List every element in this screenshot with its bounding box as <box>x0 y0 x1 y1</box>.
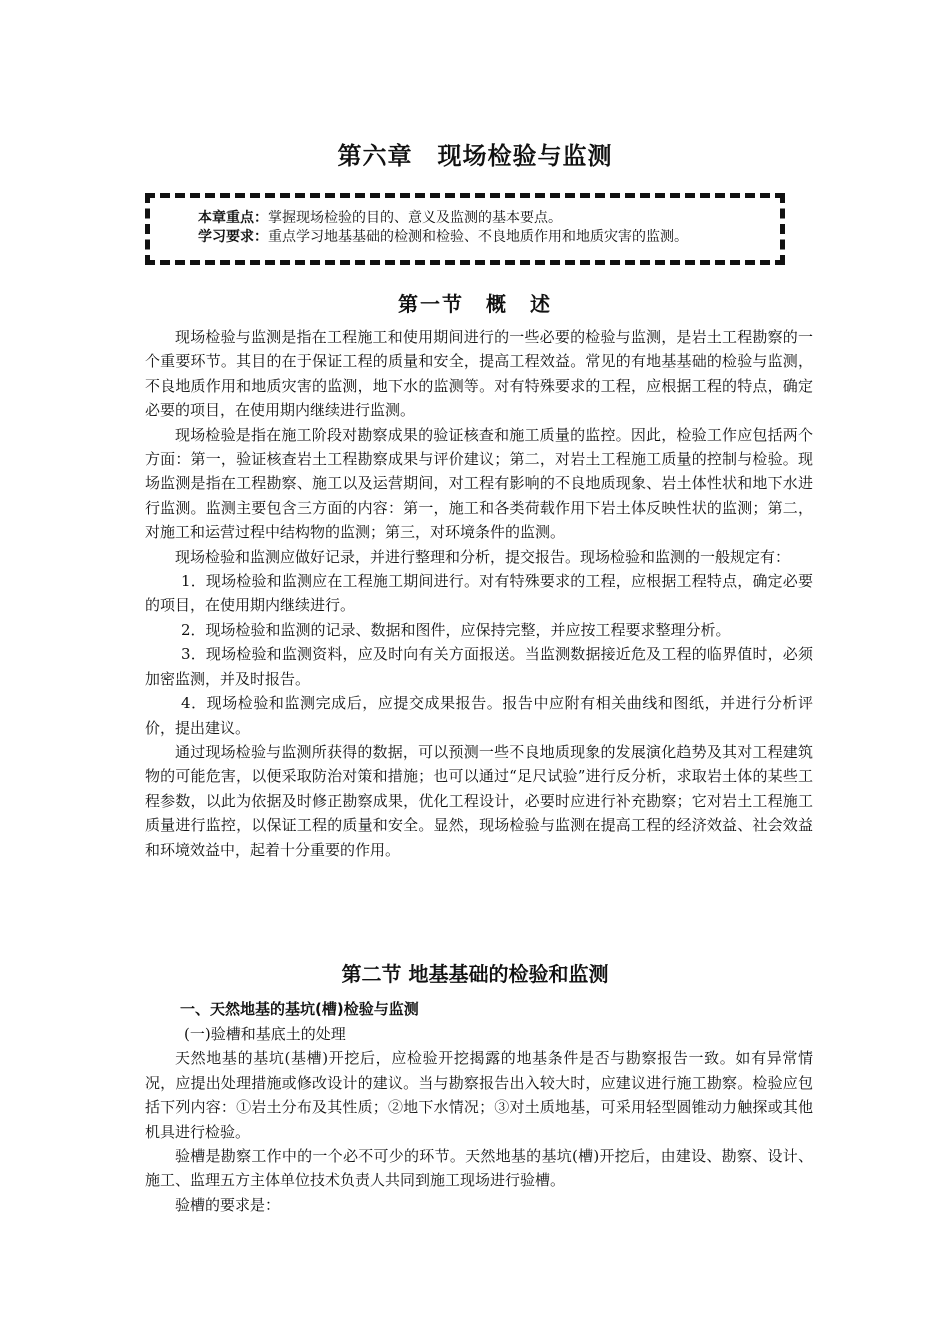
list-item: 1．现场检验和监测应在工程施工期间进行。对有特殊要求的工程，应根据工程特点，确定必要的项目，在使用期内继续进行。 <box>145 572 813 615</box>
paragraph: 天然地基的基坑(基槽)开挖后，应检验开挖揭露的地基条件是否与勘察报告一致。如有异常情况，应提出处理措施或修改设计的建议。当与勘察报告出入较大时，应建议进行施工勘察。检验应包括下列内容：①岩土分布及其性质；②地下水情况；③对土质地基，可采用轻型圆锥动力触探或其他机具进行检验。 <box>145 1049 813 1141</box>
section2-body <box>145 1022 813 1217</box>
focus-label: 本章重点： <box>198 210 268 226</box>
list-item: 3．现场检验和监测资料，应及时向有关方面报送。当监测数据接近危及工程的临界值时，必须加密监测，并及时报告。 <box>145 645 813 688</box>
key-points-box <box>145 193 785 265</box>
list-item: 4．现场检验和监测完成后，应提交成果报告。报告中应附有相关曲线和图纸，并进行分析评价，提出建议。 <box>145 694 813 737</box>
focus-line <box>198 208 562 228</box>
subsection-heading: 一、天然地基的基坑(槽)检验与监测 <box>180 1000 419 1018</box>
section1-title: 第一节 概 述 <box>398 292 552 316</box>
requirement-line <box>198 227 688 247</box>
paragraph: 现场检验和监测应做好记录，并进行整理和分析，提交报告。现场检验和监测的一般规定有： <box>175 547 791 566</box>
paragraph: 验槽是勘察工作中的一个必不可少的环节。天然地基的基坑(槽)开挖后，由建设、勘察、设计、施工、监理五方主体单位技术负责人共同到施工现场进行验槽。 <box>145 1147 813 1190</box>
paragraph: 现场检验是指在施工阶段对勘察成果的验证核查和施工质量的监控。因此，检验工作应包括两个方面：第一，验证核查岩土工程勘察成果与评价建议；第二，对岩土工程施工质量的控制与检验。现场监测是指在工程勘察、施工以及运营期间，对工程有影响的不良地质现象、岩土体性状和地下水进行监测。监测主要包含三方面的内容：第一，施工和各类荷载作用下岩土体反映性状的监测；第二，对施工和运营过程中结构物的监测；第三，对环境条件的监测。 <box>145 425 813 542</box>
paragraph: 通过现场检验与监测所获得的数据，可以预测一些不良地质现象的发展演化趋势及其对工程建筑物的可能危害，以便采取防治对策和措施；也可以通过“足尺试验”进行反分析，求取岩土体的某些工程参数，以此为依据及时修正勘察成果，优化工程设计，必要时应进行补充勘察；它对岩土工程施工质量进行监控，以保证工程的质量和安全。显然，现场检验与监测在提高工程的经济效益、社会效益和环境效益中，起着十分重要的作用。 <box>145 742 813 859</box>
focus-text: 掌握现场检验的目的、意义及监测的基本要点。 <box>268 210 562 226</box>
subsubsection-heading: (一)验槽和基底土的处理 <box>184 1025 346 1043</box>
paragraph: 验槽的要求是： <box>175 1195 281 1214</box>
list-item: 2．现场检验和监测的记录、数据和图件，应保持完整，并应按工程要求整理分析。 <box>181 620 731 639</box>
section1-body <box>145 325 813 862</box>
paragraph: 现场检验与监测是指在工程施工和使用期间进行的一些必要的检验与监测，是岩土工程勘察的一个重要环节。其目的在于保证工程的质量和安全，提高工程效益。常见的有地基基础的检验与监测，不良地质作用和地质灾害的监测，地下水的监测等。对有特殊要求的工程，应根据工程的特点，确定必要的项目，在使用期内继续进行监测。 <box>145 328 813 420</box>
section2-title: 第二节 地基基础的检验和监测 <box>341 962 609 986</box>
requirement-text: 重点学习地基基础的检测和检验、不良地质作用和地质灾害的监测。 <box>268 229 688 245</box>
requirement-label: 学习要求： <box>198 229 268 245</box>
chapter-title: 第六章 现场检验与监测 <box>337 142 613 170</box>
